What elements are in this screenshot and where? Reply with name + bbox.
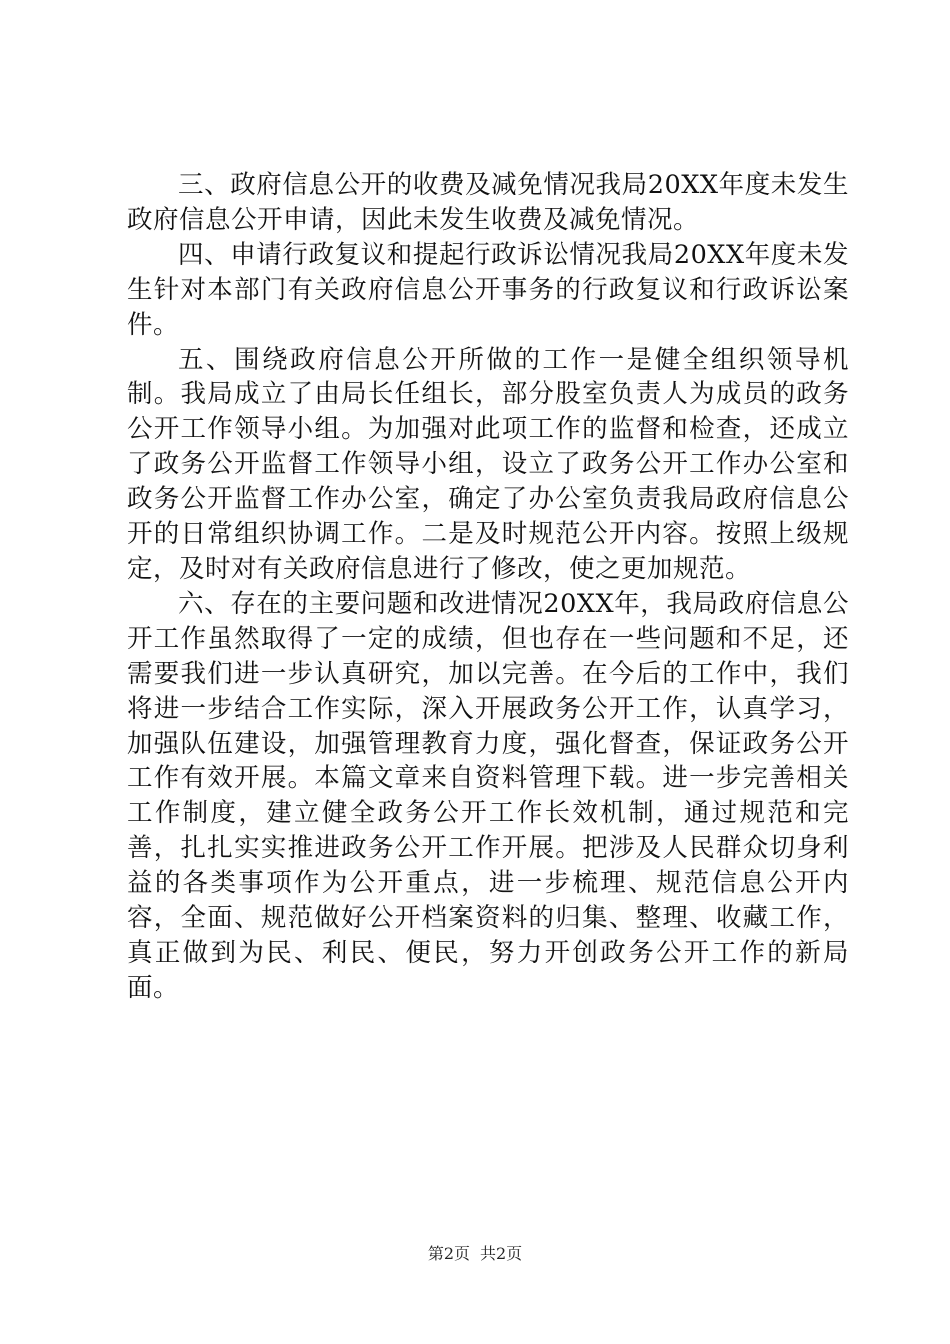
page-total: 共2页 — [480, 1244, 523, 1263]
paragraph-problems-improvements: 六、存在的主要问题和改进情况20XX年，我局政府信息公开工作虽然取得了一定的成绩，但也存在一些问题和不足，还需要我们进一步认真研究，加以完善。在今后的工作中，我们将进一步结合工作实际，深入开展政务公开工作，认真学习，加强队伍建设，加强管理教育力度，强化督查，保证政务公开工作有效开展。本篇文章来自资料管理下载。进一步完善相关工作制度，建立健全政务公开工作长效机制，通过规范和完善，扎扎实实推进政务公开工作开展。把涉及人民群众切身利益的各类事项作为公开重点，进一步梳理、规范信息公开内容，全面、规范做好公开档案资料的归集、整理、收藏工作，真正做到为民、利民、便民，努力开创政务公开工作的新局面。 — [127, 588, 849, 1003]
document-body — [127, 168, 849, 1006]
paragraph-work-done: 五、围绕政府信息公开所做的工作一是健全组织领导机制。我局成立了由局长任组长，部分股室负责人为成员的政务公开工作领导小组。为加强对此项工作的监督和检查，还成立了政务公开监督工作领导小组，设立了政务公开工作办公室和政务公开监督工作办公室，确定了办公室负责我局政府信息公开的日常组织协调工作。二是及时规范公开内容。按照上级规定，及时对有关政府信息进行了修改，使之更加规范。 — [127, 344, 849, 584]
page-number: 第2页 — [427, 1244, 470, 1263]
paragraph-fee-reduction: 三、政府信息公开的收费及减免情况我局20XX年度未发生政府信息公开申请，因此未发生收费及减免情况。 — [127, 170, 849, 235]
page-footer — [0, 1244, 950, 1264]
paragraph-administrative-review: 四、申请行政复议和提起行政诉讼情况我局20XX年度未发生针对本部门有关政府信息公开事务的行政复议和行政诉讼案件。 — [127, 239, 849, 340]
